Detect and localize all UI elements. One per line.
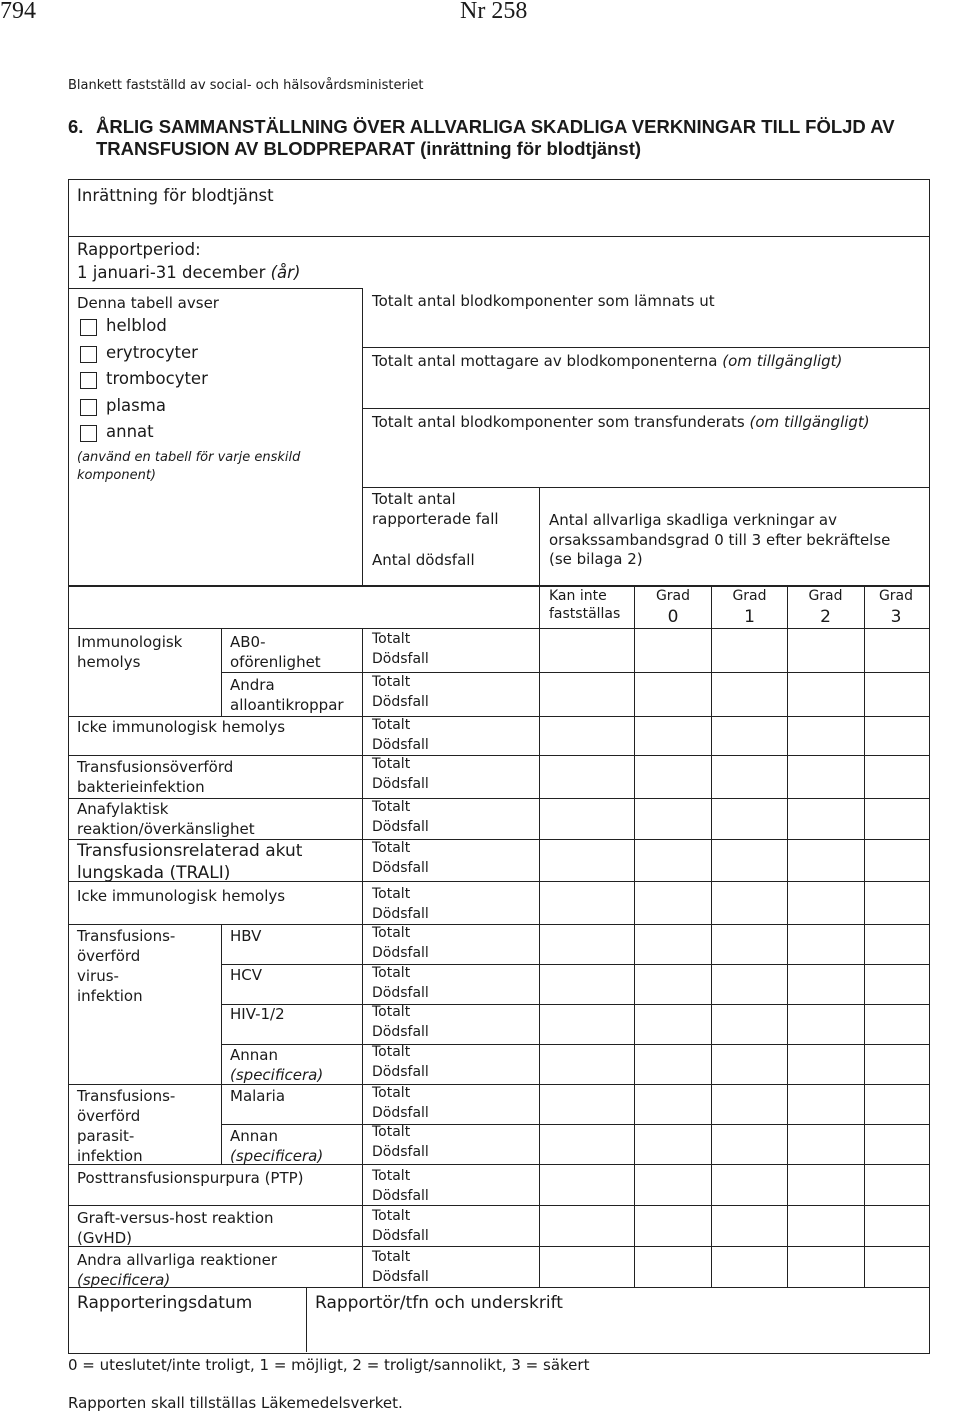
total-label: Totalt <box>372 799 411 815</box>
total-reported-line2: rapporterade fall <box>372 510 499 528</box>
total-label: Totalt <box>372 1085 411 1101</box>
total-label: Totalt <box>372 674 411 690</box>
severity-line3: (se bilaga 2) <box>549 550 643 568</box>
page-number: 794 <box>0 0 36 24</box>
grade-3-header: Grad 3 <box>878 588 914 627</box>
row-other-virus: Annan (specificera) <box>230 1046 324 1084</box>
row-gvhd: Graft-versus-host reaktion (GvHD) <box>77 1209 274 1247</box>
total-reported-line1: Totalt antal <box>372 490 456 508</box>
table-concerns-label: Denna tabell avser <box>77 294 219 312</box>
total-label: Totalt <box>372 1124 411 1140</box>
total-issued-label: Totalt antal blodkomponenter som lämnats ut <box>372 292 715 310</box>
deaths-label: Dödsfall <box>372 906 429 922</box>
row-other-parasite: Annan (specificera) <box>230 1127 324 1165</box>
total-label: Totalt <box>372 1168 411 1184</box>
deaths-label: Dödsfall <box>372 1064 429 1080</box>
deaths-label: Dödsfall <box>372 1188 429 1204</box>
total-label: Totalt <box>372 1004 411 1020</box>
row-hcv: HCV <box>230 966 263 984</box>
total-label: Totalt <box>372 756 411 772</box>
submission-note: Rapporten skall tillställas Läkemedelsverket. <box>68 1394 403 1412</box>
checkbox-label-annat: annat <box>106 422 154 441</box>
total-label: Totalt <box>372 1208 411 1224</box>
row-non-immunologic-hemolysis-2: Icke immunologisk hemolys <box>77 887 286 905</box>
row-hbv: HBV <box>230 927 262 945</box>
row-bacterial-infection: Transfusionsöverförd bakterieinfektion <box>77 758 234 796</box>
grade-legend: 0 = uteslutet/inte troligt, 1 = möjligt, 2 = troligt/sannolikt, 3 = säkert <box>68 1356 590 1374</box>
deaths-label: Dödsfall <box>372 651 429 667</box>
row-other-serious: Andra allvarliga reaktioner (specificera) <box>77 1251 278 1289</box>
checkbox-helblod[interactable] <box>80 319 97 336</box>
grade-undetermined-line2: fastställas <box>549 606 621 622</box>
deaths-label: Dödsfall <box>372 945 429 961</box>
grade-0-header: Grad 0 <box>655 588 691 627</box>
row-anaphylaxis: Anafylaktisk reaktion/överkänslighet <box>77 800 255 838</box>
total-transfused-label: Totalt antal blodkomponenter som transfunderats (om tillgängligt) <box>372 413 870 431</box>
total-label: Totalt <box>372 886 411 902</box>
row-ptp: Posttransfusionspurpura (PTP) <box>77 1169 304 1187</box>
row-non-immunologic-hemolysis: Icke immunologisk hemolys <box>77 718 286 736</box>
row-viral-infection: Transfusions- överförd virus- infektion <box>77 927 176 1005</box>
deaths-label: Dödsfall <box>372 694 429 710</box>
checkbox-label-helblod: helblod <box>106 316 167 335</box>
period-label: Rapportperiod: <box>77 240 201 259</box>
reporter-signature-label: Rapportör/tfn och underskrift <box>315 1293 563 1313</box>
row-other-alloantibodies: Andra alloantikroppar <box>230 676 344 714</box>
deaths-label: Dödsfall <box>372 819 429 835</box>
row-ab0-incompatibility: AB0- oförenlighet <box>230 633 321 671</box>
issuer-note: Blankett fastställd av social- och hälsovårdsministeriet <box>68 78 424 93</box>
deaths-label: Dödsfall <box>372 985 429 1001</box>
checkbox-label-plasma: plasma <box>106 396 166 415</box>
form-title-line2: TRANSFUSION AV BLODPREPARAT (inrättning för blodtjänst) <box>96 138 642 159</box>
deaths-label: Dödsfall <box>372 737 429 753</box>
total-label: Totalt <box>372 965 411 981</box>
total-label: Totalt <box>372 631 411 647</box>
checkbox-label-trombocyter: trombocyter <box>106 369 208 388</box>
deaths-label: Dödsfall <box>372 1144 429 1160</box>
deaths-count-label: Antal dödsfall <box>372 551 475 569</box>
checkbox-plasma[interactable] <box>80 399 97 416</box>
issue-number: Nr 258 <box>460 0 528 24</box>
deaths-label: Dödsfall <box>372 1024 429 1040</box>
deaths-label: Dödsfall <box>372 1228 429 1244</box>
institution-label: Inrättning för blodtjänst <box>77 186 274 205</box>
form-title-line1: ÅRLIG SAMMANSTÄLLNING ÖVER ALLVARLIGA SKADLIGA VERKNINGAR TILL FÖLJD AV <box>96 116 895 137</box>
grade-2-header: Grad 2 <box>808 588 843 627</box>
deaths-label: Dödsfall <box>372 1105 429 1121</box>
total-label: Totalt <box>372 840 411 856</box>
row-malaria: Malaria <box>230 1087 286 1105</box>
total-label: Totalt <box>372 1249 411 1265</box>
checkbox-trombocyter[interactable] <box>80 372 97 389</box>
row-immunologic-hemolysis: Immunologisk hemolys <box>77 633 183 671</box>
total-recipients-label: Totalt antal mottagare av blodkomponenterna (om tillgängligt) <box>372 352 843 370</box>
report-date-label: Rapporteringsdatum <box>77 1293 253 1313</box>
total-label: Totalt <box>372 925 411 941</box>
deaths-label: Dödsfall <box>372 776 429 792</box>
period-value: 1 januari-31 december (år) <box>77 263 301 282</box>
checkbox-label-erytrocyter: erytrocyter <box>106 343 198 362</box>
total-label: Totalt <box>372 717 411 733</box>
deaths-label: Dödsfall <box>372 860 429 876</box>
checkbox-annat[interactable] <box>80 425 97 442</box>
deaths-label: Dödsfall <box>372 1269 429 1285</box>
row-trali: Transfusionsrelaterad akut lungskada (TRALI) <box>77 841 303 883</box>
form-number: 6. <box>68 116 84 137</box>
severity-line2: orsakssambandsgrad 0 till 3 efter bekräftelse <box>549 531 891 549</box>
component-note-line2: komponent) <box>77 468 156 483</box>
total-label: Totalt <box>372 1044 411 1060</box>
component-note-line1: (använd en tabell för varje enskild <box>77 450 301 465</box>
grade-undetermined-line1: Kan inte <box>549 588 607 604</box>
checkbox-erytrocyter[interactable] <box>80 346 97 363</box>
row-hiv: HIV-1/2 <box>230 1005 285 1023</box>
grade-1-header: Grad 1 <box>732 588 767 627</box>
severity-line1: Antal allvarliga skadliga verkningar av <box>549 511 837 529</box>
row-parasitic-infection: Transfusions- överförd parasit- infektion <box>77 1087 176 1165</box>
